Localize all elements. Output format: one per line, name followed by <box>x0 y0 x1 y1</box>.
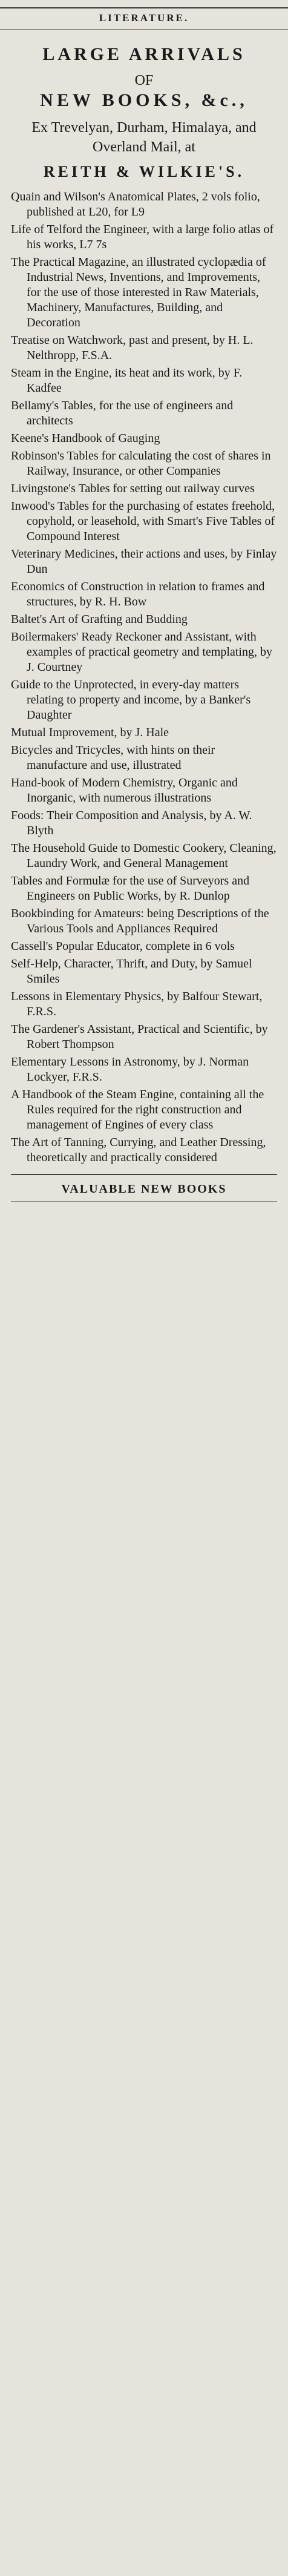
book-entry: Elementary Lessons in Astronomy, by J. Norman Lockyer, F.R.S. <box>11 1055 249 1084</box>
section-title: VALUABLE NEW BOOKS <box>11 1175 277 1202</box>
book-entry: Tables and Formulæ for the use of Surveyors and Engineers on Public Works, by R. Dunlop <box>11 874 250 903</box>
column-title: LITERATURE. <box>99 12 189 24</box>
book-entry: Veterinary Medicines, their actions and uses, by Finlay Dun <box>11 547 277 576</box>
book-entry: Self-Help, Character, Thrift, and Duty, by Samuel Smiles <box>11 957 252 986</box>
book-entry: Treatise on Watchwork, past and present, by H. L. Nelthropp, F.S.A. <box>11 334 254 362</box>
advert-ships-line-1: Ex Trevelyan, Durham, Himalaya, and <box>31 120 257 136</box>
advert-subheadline: OF <box>134 73 154 88</box>
book-entry: Quain and Wilson's Anatomical Plates, 2 vols folio, published at L20, for L9 <box>11 190 260 219</box>
book-entry: Economics of Construction in relation to frames and structures, by R. H. Bow <box>11 580 265 608</box>
book-entry: The Household Guide to Domestic Cookery, Cleaning, Laundry Work, and General Management <box>11 842 277 870</box>
book-entry: Lessons in Elementary Physics, by Balfour Stewart, F.R.S. <box>11 990 263 1018</box>
book-entry: Bicycles and Tricycles, with hints on their manufacture and use, illustrated <box>11 743 215 772</box>
book-entry: Steam in the Engine, its heat and its work, by F. Kadfee <box>11 366 243 395</box>
section-spacer <box>11 1202 277 1329</box>
advert-ships-line-2: Overland Mail, at <box>93 139 195 155</box>
book-entry: Robinson's Tables for calculating the cost of shares in Railway, Insurance, or other Companies <box>11 449 271 478</box>
book-entry: The Gardener's Assistant, Practical and Scientific, by Robert Thompson <box>11 1023 268 1051</box>
column-header <box>0 8 288 30</box>
book-entry: Boilermakers' Ready Reckoner and Assistant, with examples of practical geometry and templating, by J. Courtney <box>11 630 272 674</box>
book-entry: Guide to the Unprotected, in every-day matters relating to property and income, by a Banker's Daughter <box>11 678 251 722</box>
book-entry: Inwood's Tables for the purchasing of estates freehold, copyhold, or leasehold, with Smart's Five Tables of Compound Interest <box>11 499 275 543</box>
book-entry: Bookbinding for Amateurs: being Descriptions of the Various Tools and Appliances Required <box>11 907 269 935</box>
advert-firm-name: REITH & WILKIE'S. <box>43 163 245 180</box>
book-entry: Livingstone's Tables for setting out railway curves <box>11 482 255 495</box>
book-list <box>11 189 277 1165</box>
book-entry: The Practical Magazine, an illustrated cyclopædia of Industrial News, Inventions, and Improvements, for the use of those interested in Raw Materials, Machinery, Manufactures, Building, and Decoration <box>11 255 266 329</box>
book-entry: Baltet's Art of Grafting and Budding <box>11 613 188 626</box>
book-entry: Life of Telford the Engineer, with a large folio atlas of his works, L7 7s <box>11 223 274 251</box>
advert-headline-2: NEW BOOKS, &c., <box>40 90 248 110</box>
book-entry: Mutual Improvement, by J. Hale <box>11 726 169 739</box>
top-rule <box>0 0 288 8</box>
advert-headline: LARGE ARRIVALS <box>42 44 246 64</box>
book-entry: Foods: Their Composition and Analysis, by A. W. Blyth <box>11 809 252 837</box>
book-entry: A Handbook of the Steam Engine, containing all the Rules required for the right construction and management of Engines of every class <box>11 1088 264 1132</box>
book-entry: Hand-book of Modern Chemistry, Organic and Inorganic, with numerous illustrations <box>11 776 238 805</box>
book-entry: The Art of Tanning, Currying, and Leather Dressing, theoretically and practically considered <box>11 1136 266 1164</box>
book-entry: Keene's Handbook of Gauging <box>11 432 160 445</box>
book-entry: Bellamy's Tables, for the use of engineers and architects <box>11 399 234 427</box>
books-advert <box>0 30 288 1335</box>
book-entry: Cassell's Popular Educator, complete in 6 vols <box>11 940 235 953</box>
